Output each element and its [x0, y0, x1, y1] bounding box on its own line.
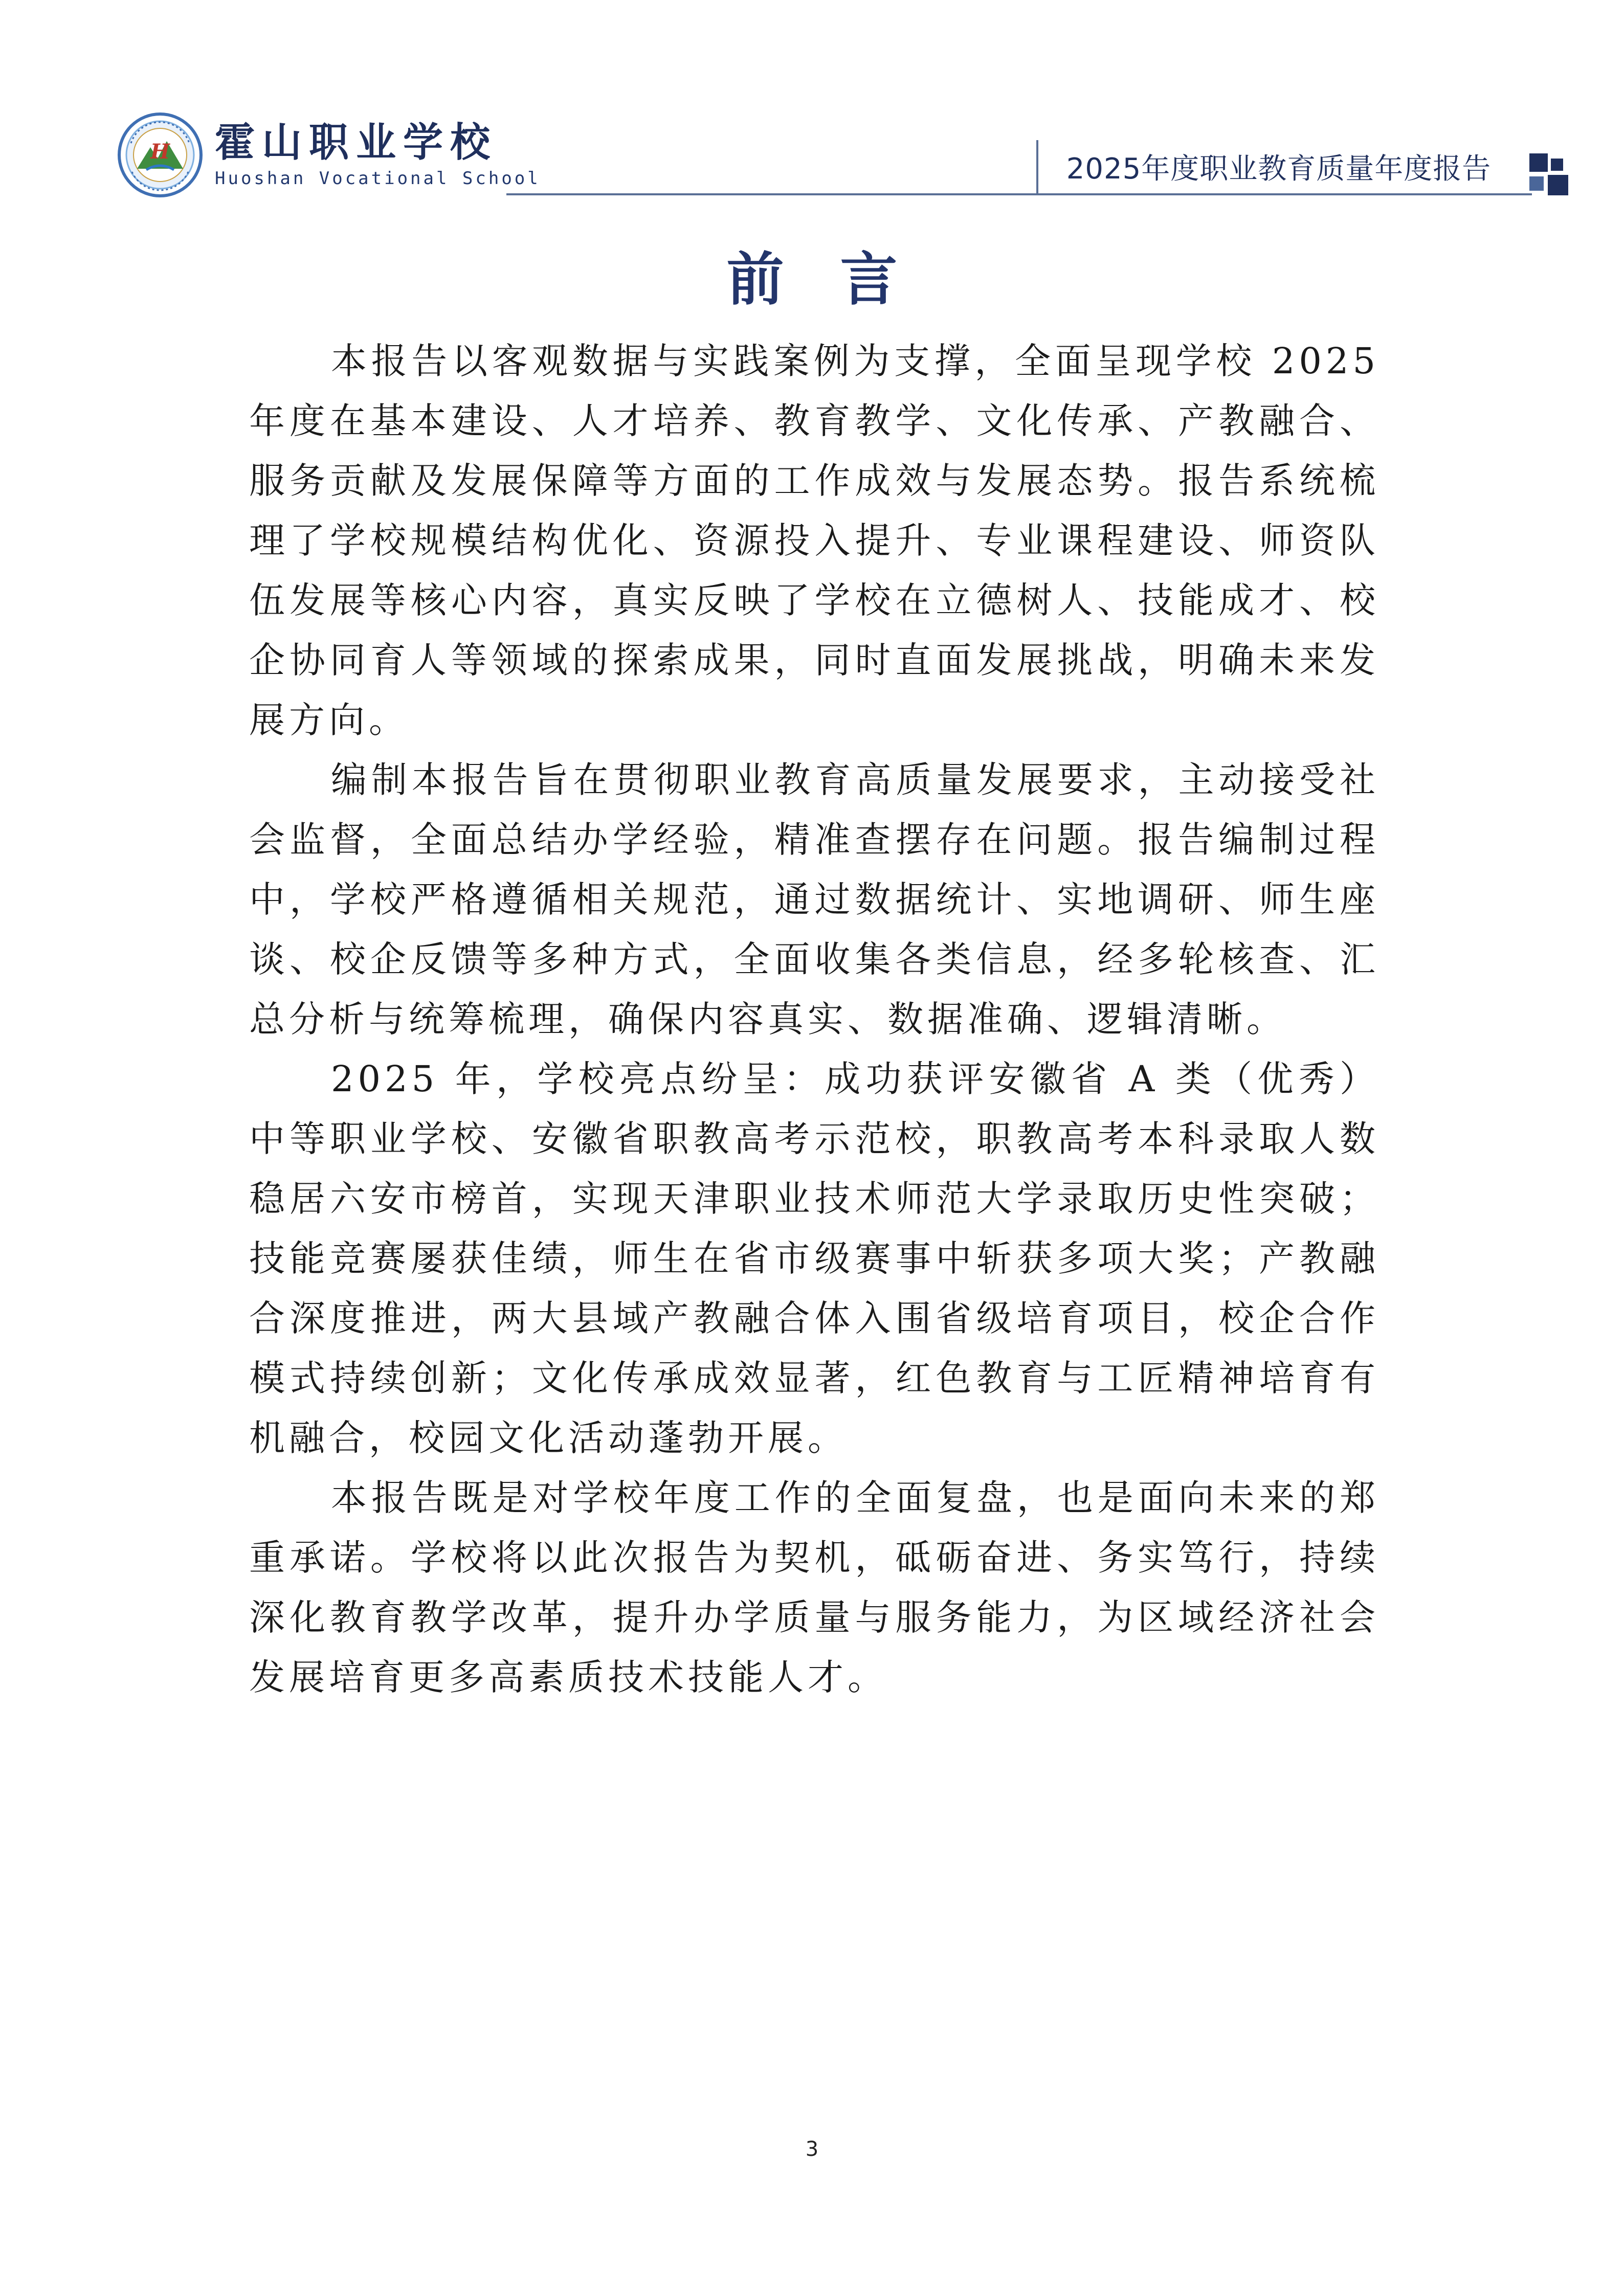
school-name-en: Huoshan Vocational School	[215, 168, 541, 189]
banner-square-decoration	[1548, 175, 1568, 195]
header-divider	[506, 193, 1532, 195]
page-title: 前言	[726, 246, 954, 313]
paragraph: 编制本报告旨在贯彻职业教育高质量发展要求，主动接受社会监督，全面总结办学经验，精准查摆存在问题。报告编制过程中，学校严格遵循相关规范，通过数据统计、实地调研、师生座谈、校企反馈等多种方式，全面收集各类信息，经多轮核查、汇总分析与统筹梳理，确保内容真实、数据准确、逻辑清晰。	[249, 759, 1380, 1040]
paragraph: 2025 年，学校亮点纷呈：成功获评安徽省 A 类（优秀）中等职业学校、安徽省职教高考示范校，职教高考本科录取人数稳居六安市榜首，实现天津职业技术师范大学录取历史性突破；技能竞赛屡获佳绩，师生在省市级赛事中斩获多项大奖；产教融合深度推进，两大县域产教融合体入围省级培育项目，校企合作模式持续创新；文化传承成效显著，红色教育与工匠精神培育有机融合，校园文化活动蓬勃开展。	[249, 1058, 1380, 1459]
banner-square-decoration	[1529, 153, 1548, 172]
page-header	[0, 0, 1624, 205]
body-content	[249, 331, 1380, 1707]
school-name-cn: 霍山职业学校	[215, 119, 498, 166]
banner-square-decoration	[1529, 176, 1544, 191]
school-logo	[117, 111, 541, 198]
school-emblem-icon	[117, 111, 204, 198]
banner-square-decoration	[1551, 159, 1563, 171]
report-banner: 2025年度职业教育质量年度报告	[1036, 140, 1519, 193]
paragraph: 本报告既是对学校年度工作的全面复盘，也是面向未来的郑重承诺。学校将以此次报告为契机，砥砺奋进、务实笃行，持续深化教育教学改革，提升办学质量与服务能力，为区域经济社会发展培育更多高素质技术技能人才。	[249, 1477, 1380, 1698]
paragraph: 本报告以客观数据与实践案例为支撑，全面呈现学校 2025 年度在基本建设、人才培养、教育教学、文化传承、产教融合、服务贡献及发展保障等方面的工作成效与发展态势。报告系统梳理了学校规模结构优化、资源投入提升、专业课程建设、师资队伍发展等核心内容，真实反映了学校在立德树人、技能成才、校企协同育人等领域的探索成果，同时直面发展挑战，明确未来发展方向。	[249, 340, 1380, 741]
svg-text:H: H	[150, 140, 170, 164]
page-number: 3	[805, 2137, 819, 2161]
